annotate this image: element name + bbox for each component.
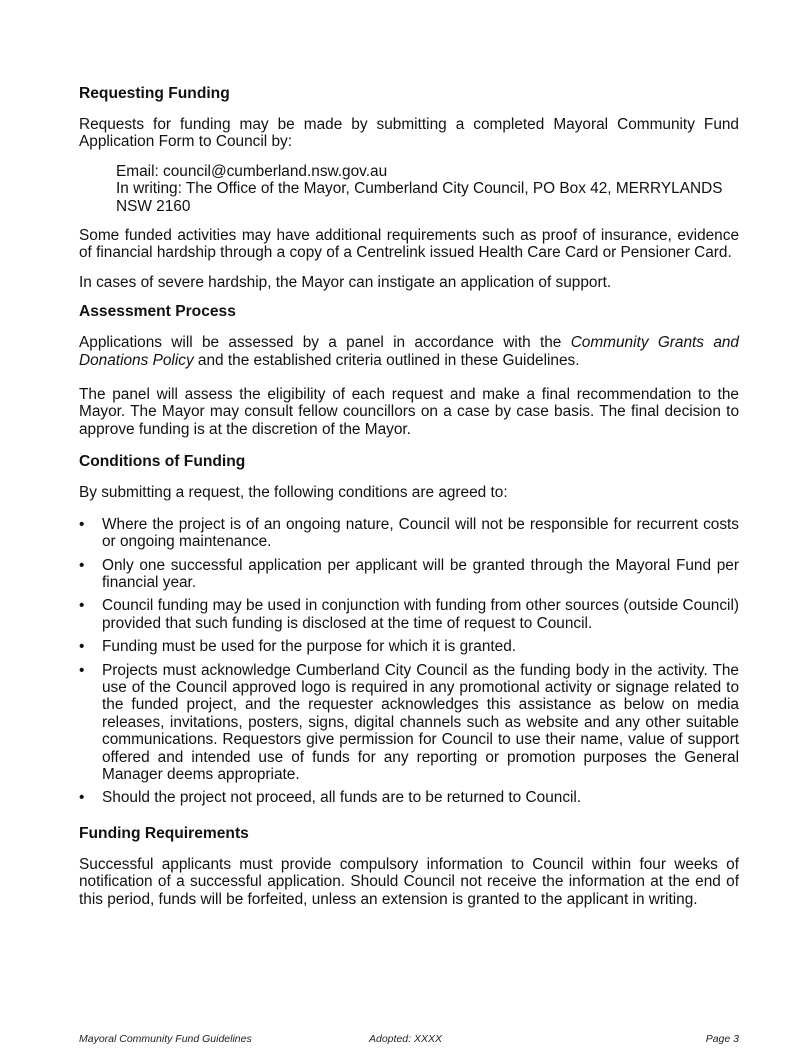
list-item: [79, 597, 739, 632]
assessment-para-2: The panel will assess the eligibility of each request and make a final recommendation to the Mayor. The Mayor may consult fellow councillors on a case by case basis. The final decision to approve funding is at the discretion of the Mayor.: [79, 386, 739, 438]
bullet-icon: •: [79, 515, 85, 533]
severe-hardship-text: In cases of severe hardship, the Mayor can instigate an application of support.: [79, 273, 612, 291]
list-item: [79, 662, 739, 784]
list-item: [79, 557, 739, 592]
list-item-text: Council funding may be used in conjunction with funding from other sources (outside Council) provided that such funding is disclosed at the time of request to Council.: [102, 597, 739, 632]
contact-block: [79, 163, 739, 215]
list-item-text: Should the project not proceed, all funds are to be returned to Council.: [102, 789, 582, 807]
requesting-funding-heading: Requesting Funding: [79, 85, 230, 102]
contact-writing: In writing: The Office of the Mayor, Cumberland City Council, PO Box 42, MERRYLANDS NSW 2160: [116, 180, 723, 215]
footer-adopted-date: Adopted: XXXX: [369, 1033, 442, 1045]
list-item: [79, 638, 739, 655]
list-item-text: Where the project is of an ongoing nature, Council will not be responsible for recurrent costs or ongoing maintenance.: [102, 515, 739, 551]
bullet-icon: •: [79, 661, 85, 679]
conditions-list: [79, 516, 739, 807]
conditions-intro: By submitting a request, the following conditions are agreed to:: [79, 484, 508, 502]
funding-requirements-text: Successful applicants must provide compulsory information to Council within four weeks of notification of a successful application. Should Council not receive the information at the end of this period, funds will be forfeited, unless an extension is granted to the applicant in writing.: [79, 855, 739, 908]
contact-email: Email: council@cumberland.nsw.gov.au: [116, 162, 388, 180]
assessment-para-1-start: Applications will be assessed by a panel in accordance with the: [79, 334, 571, 352]
bullet-icon: •: [79, 789, 85, 807]
list-item-text: Only one successful application per applicant will be granted through the Mayoral Fund per financial year.: [102, 556, 739, 591]
bullet-icon: •: [79, 638, 85, 656]
requesting-intro: Requests for funding may be made by submitting a completed Mayoral Community Fund Application Form to Council by:: [79, 116, 739, 151]
additional-requirements-text: Some funded activities may have additional requirements such as proof of insurance, evidence of financial hardship through a copy of a Centrelink issued Health Care Card or Pensioner Card.: [79, 227, 739, 262]
assessment-para-1-end: and the established criteria outlined in these Guidelines.: [193, 351, 580, 369]
funding-requirements-heading: Funding Requirements: [79, 824, 249, 842]
bullet-icon: •: [79, 597, 85, 615]
page-body: [79, 85, 739, 920]
list-item: [79, 789, 739, 806]
policy-name: Community Grants and Donations Policy: [79, 334, 739, 369]
assessment-process-heading: Assessment Process: [79, 303, 236, 321]
assessment-para-1: [79, 334, 739, 369]
list-item: [79, 516, 739, 551]
footer-page-number: Page 3: [705, 1033, 739, 1045]
conditions-heading: Conditions of Funding: [79, 453, 246, 471]
bullet-icon: •: [79, 556, 85, 574]
list-item-text: Projects must acknowledge Cumberland City Council as the funding body in the activity. The use of the Council approved logo is required in any promotional activity or signage related to the funded project, and the requester acknowledges this assistance as below on media releases, invitations, posters, signs, digital channels such as website and any other suitable communications. Requestors give permission for Council to use their name, value of support offered and intended use of funds for any reporting or promotion purposes the General Manager deems appropriate.: [102, 661, 739, 783]
list-item-text: Funding must be used for the purpose for which it is granted.: [102, 638, 517, 656]
footer-document-title: Mayoral Community Fund Guidelines: [79, 1033, 252, 1045]
